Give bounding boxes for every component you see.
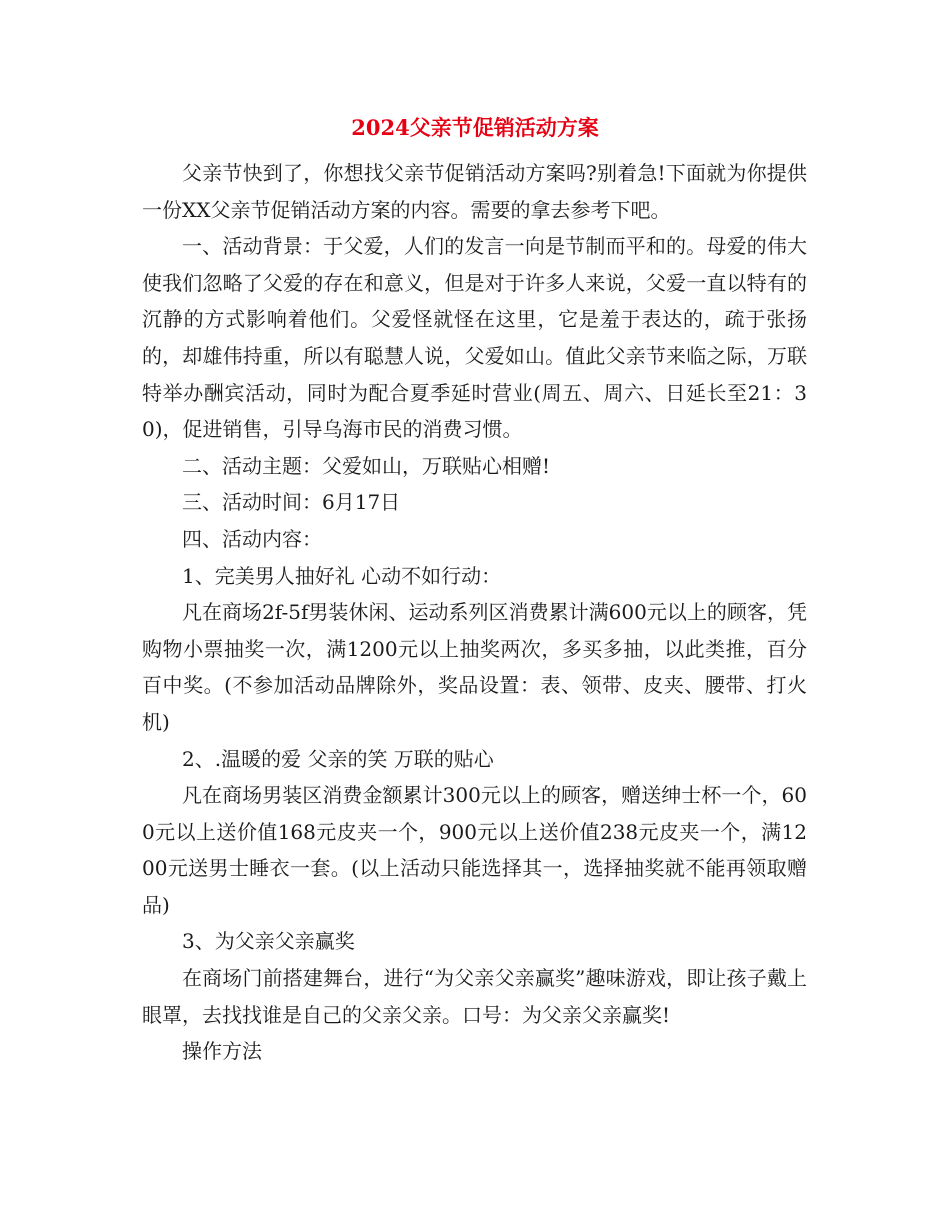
item-2-heading: 2、.温暖的爱 父亲的笑 万联的贴心 — [182, 746, 494, 771]
item-3-paragraph: 在商场门前搭建舞台，进行“为父亲父亲赢奖”趣味游戏，即让孩子戴上眼罩，去找找谁是自己的父亲父亲。口号：为父亲父亲赢奖! — [142, 966, 807, 1027]
intro-paragraph: 父亲节快到了，你想找父亲节促销活动方案吗?别着急!下面就为你提供一份XX父亲节促销活动方案的内容。需要的拿去参考下吧。 — [142, 161, 807, 222]
item-2-paragraph: 凡在商场男装区消费金额累计300元以上的顾客，赠送绅士杯一个，600元以上送价值168元皮夹一个，900元以上送价值238元皮夹一个，满1200元送男士睡衣一套。(以上活动只能选择其一，选择抽奖就不能再领取赠品) — [142, 783, 807, 917]
content-heading: 四、活动内容： — [182, 526, 322, 551]
item-1-heading: 1、完美男人抽好礼 心动不如行动： — [182, 563, 502, 588]
document-title: 2024父亲节促销活动方案 — [351, 115, 599, 140]
time-paragraph: 三、活动时间：6月17日 — [182, 490, 401, 515]
method-heading: 操作方法 — [182, 1039, 262, 1064]
background-paragraph: 一、活动背景：于父爱，人们的发言一向是节制而平和的。母爱的伟大使我们忽略了父爱的存在和意义，但是对于许多人来说，父爱一直以特有的沉静的方式影响着他们。父爱怪就怪在这里，它是羞于表达的，疏于张扬的，却雄伟持重，所以有聪慧人说，父爱如山。值此父亲节来临之际，万联特举办酬宾活动，同时为配合夏季延时营业(周五、周六、日延长至21：30)，促进销售，引导乌海市民的消费习惯。 — [142, 234, 807, 442]
item-1-paragraph: 凡在商场2f-5f男装休闲、运动系列区消费累计满600元以上的顾客，凭购物小票抽奖一次，满1200元以上抽奖两次，多买多抽，以此类推，百分百中奖。(不参加活动品牌除外，奖品设置：表、领带、皮夹、腰带、打火机) — [142, 600, 807, 734]
document-body — [142, 155, 807, 1070]
item-3-heading: 3、为父亲父亲赢奖 — [182, 929, 355, 954]
theme-paragraph: 二、活动主题：父爱如山，万联贴心相赠! — [182, 453, 551, 478]
